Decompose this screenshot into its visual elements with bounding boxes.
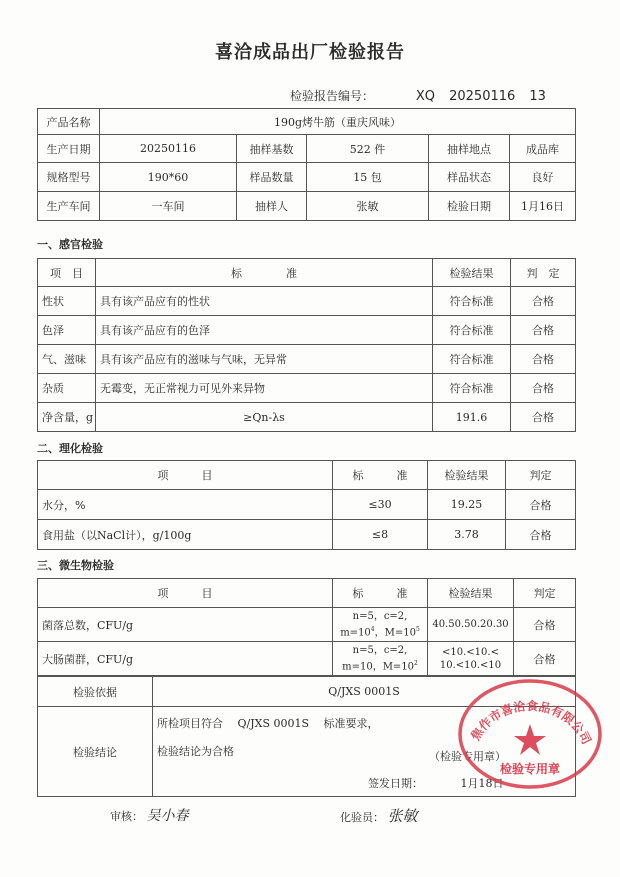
item-cell: 大肠菌群，CFU/g xyxy=(38,642,333,676)
basis-label: 检验依据 xyxy=(38,677,153,707)
table-row xyxy=(38,345,576,374)
judge-cell: 合格 xyxy=(506,520,576,550)
judge-cell: 合格 xyxy=(511,287,576,316)
sensory-header: 标 准 xyxy=(96,259,433,287)
standard-cell: ≤8 xyxy=(333,520,428,550)
sample-state-label: 样品状态 xyxy=(429,163,510,192)
test-date-label: 检验日期 xyxy=(429,192,510,221)
table-row xyxy=(38,608,576,642)
standard-line: n=5，c=2, xyxy=(352,610,408,622)
result-cell: 19.25 xyxy=(428,490,506,520)
item-cell: 食用盐（以NaCl计），g/100g xyxy=(38,520,333,550)
result-cell: 3.78 xyxy=(428,520,506,550)
result-line: <10.<10.< xyxy=(442,646,499,658)
judge-cell: 合格 xyxy=(511,403,576,432)
inspector-label: 化验员： xyxy=(340,811,384,824)
sample-base: 522 件 xyxy=(307,135,429,163)
micro-heading: 三、微生物检验 xyxy=(37,559,114,572)
sampler: 张敏 xyxy=(307,192,429,221)
result-cell: 符合标准 xyxy=(433,374,511,403)
conclusion-line1: 所检项目符合 Q/JXS 0001S 标准要求， xyxy=(157,717,379,730)
table-row xyxy=(38,316,576,345)
standard-cell: ≥Qn-λs xyxy=(96,403,433,432)
physchem-heading: 二、理化检验 xyxy=(37,442,103,455)
issue-date: 1月18日 xyxy=(460,777,504,790)
result-cell: 符合标准 xyxy=(433,287,511,316)
micro-header: 标 准 xyxy=(333,579,428,608)
sample-site: 成品库 xyxy=(510,135,576,163)
conclusion-line2: 检验结论为合格 xyxy=(157,745,234,758)
result-cell: 40.50.50.20.30 xyxy=(428,608,514,642)
sample-qty: 15 包 xyxy=(307,163,429,192)
stamp-subtext: 检验专用章 xyxy=(499,762,561,776)
sample-base-label: 抽样基数 xyxy=(237,135,307,163)
table-row xyxy=(38,287,576,316)
standard-cell: 具有该产品应有的性状 xyxy=(96,287,433,316)
judge-cell: 合格 xyxy=(514,608,576,642)
standard-line: $m=10^4$，$M=10^5$ xyxy=(340,625,420,639)
table-row xyxy=(38,490,576,520)
standard-cell xyxy=(333,608,428,642)
physchem-header: 判定 xyxy=(506,461,576,490)
test-date: 1月16日 xyxy=(510,192,576,221)
result-cell xyxy=(428,642,514,676)
micro-table xyxy=(37,578,576,676)
physchem-header: 检验结果 xyxy=(428,461,506,490)
stamp-text: 焦作市喜洽食品有限公司 xyxy=(468,698,594,747)
sample-site-label: 抽样地点 xyxy=(429,135,510,163)
basis-value: Q/JXS 0001S xyxy=(153,677,576,707)
sample-state: 良好 xyxy=(510,163,576,192)
standard-cell: 无霉变，无正常视力可见外来异物 xyxy=(96,374,433,403)
item-cell: 性状 xyxy=(38,287,96,316)
sample-qty-label: 样品数量 xyxy=(237,163,307,192)
page-title: 喜洽成品出厂检验报告 xyxy=(215,42,405,63)
standard-cell xyxy=(333,642,428,676)
standard-line: m=10，$M=10^2$ xyxy=(342,659,418,673)
standard-cell: 具有该产品应有的滋味与气味，无异常 xyxy=(96,345,433,374)
standard-line: n=5，c=2, xyxy=(352,644,408,656)
reviewer-label: 审核： xyxy=(110,810,143,823)
item-cell: 杂质 xyxy=(38,374,96,403)
prod-date: 20250116 xyxy=(100,135,237,163)
judge-cell: 合格 xyxy=(511,316,576,345)
report-number-value: XQ 20250116 13 xyxy=(415,89,546,104)
report-number-label: 检验报告编号： xyxy=(290,89,375,103)
judge-cell: 合格 xyxy=(514,642,576,676)
issue-date-label: 签发日期： xyxy=(368,777,423,790)
table-row xyxy=(38,642,576,676)
workshop: 一车间 xyxy=(100,192,237,221)
result-cell: 191.6 xyxy=(433,403,511,432)
workshop-label: 生产车间 xyxy=(38,192,100,221)
reviewer-signature: 吴小春 xyxy=(146,808,189,824)
item-cell: 菌落总数，CFU/g xyxy=(38,608,333,642)
micro-header: 判定 xyxy=(514,579,576,608)
item-cell: 净含量，g xyxy=(38,403,96,432)
seal-note: （检验专用章） xyxy=(429,750,506,763)
standard-cell: ≤30 xyxy=(333,490,428,520)
micro-header: 检验结果 xyxy=(428,579,514,608)
info-table xyxy=(37,108,576,221)
inspector-signature: 张敏 xyxy=(387,807,418,825)
item-cell: 气、滋味 xyxy=(38,345,96,374)
standard-cell: 具有该产品应有的色泽 xyxy=(96,316,433,345)
result-cell: 符合标准 xyxy=(433,345,511,374)
table-row xyxy=(38,403,576,432)
inspector-row xyxy=(340,805,418,826)
report-number xyxy=(290,87,546,104)
physchem-header: 标 准 xyxy=(333,461,428,490)
result-line: 10.<10.<10 xyxy=(439,659,502,671)
judge-cell: 合格 xyxy=(511,345,576,374)
spec-label: 规格型号 xyxy=(38,163,100,192)
item-cell: 色泽 xyxy=(38,316,96,345)
table-row xyxy=(38,520,576,550)
sensory-header: 判 定 xyxy=(511,259,576,287)
result-cell: 符合标准 xyxy=(433,316,511,345)
sensory-header: 项 目 xyxy=(38,259,96,287)
company-seal-stamp xyxy=(455,672,605,790)
spec: 190*60 xyxy=(100,163,237,192)
sensory-header: 检验结果 xyxy=(433,259,511,287)
item-cell: 水分，% xyxy=(38,490,333,520)
judge-cell: 合格 xyxy=(506,490,576,520)
judge-cell: 合格 xyxy=(511,374,576,403)
physchem-header: 项 目 xyxy=(38,461,333,490)
sampler-label: 抽样人 xyxy=(237,192,307,221)
product-name-label: 产品名称 xyxy=(38,109,100,135)
prod-date-label: 生产日期 xyxy=(38,135,100,163)
product-name: 190g烤牛筋（重庆风味） xyxy=(100,109,576,135)
sensory-table xyxy=(37,258,576,432)
sensory-heading: 一、感官检验 xyxy=(37,238,103,251)
micro-header: 项 目 xyxy=(38,579,333,608)
conclusion-label: 检验结论 xyxy=(38,707,153,797)
reviewer-row xyxy=(110,805,189,825)
table-row xyxy=(38,374,576,403)
physchem-table xyxy=(37,460,576,550)
